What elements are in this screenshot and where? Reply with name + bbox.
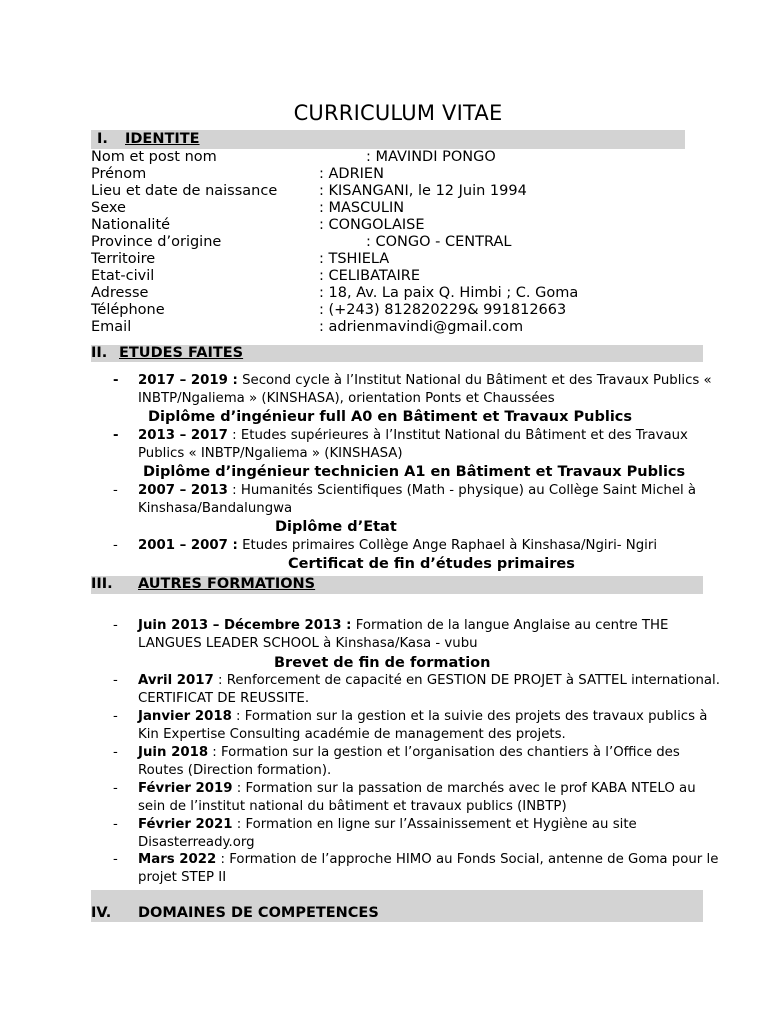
list-bullet: - [113, 709, 118, 724]
item-date: Juin 2013 – Décembre 2013 : [138, 618, 352, 633]
identity-value: : (+243) 812820229& 991812663 [319, 302, 567, 318]
identity-label: Nationalité [91, 217, 171, 233]
item-description: : Formation de l’approche HIMO au Fonds Social, antenne de Goma pour le projet STEP II [138, 852, 719, 885]
item-date: 2017 – 2019 : [138, 373, 238, 388]
section-number: II. [91, 345, 108, 361]
training-item [113, 617, 713, 653]
identity-row [91, 234, 691, 251]
identity-value: : KISANGANI, le 12 Juin 1994 [319, 183, 527, 199]
list-bullet: - [113, 428, 119, 443]
identity-value: : MAVINDI PONGO [366, 149, 496, 165]
education-item [113, 427, 713, 463]
identity-row [91, 302, 691, 319]
item-date: 2007 – 2013 [138, 483, 228, 498]
item-date: Avril 2017 [138, 673, 214, 688]
item-description: : Humanités Scientifiques (Math - physique) au Collège Saint Michel à Kinshasa/Bandalungwa [138, 483, 697, 516]
identity-value: : TSHIELA [319, 251, 390, 267]
training-item [113, 780, 713, 816]
diploma-title: Certificat de fin d’études primaires [288, 556, 575, 572]
identity-label: Email [91, 319, 132, 335]
section-title: ETUDES FAITES [119, 345, 244, 361]
item-date: Mars 2022 [138, 852, 217, 867]
section-title: DOMAINES DE COMPETENCES [138, 905, 379, 921]
item-description: Etudes primaires Collège Ange Raphael à Kinshasa/Ngiri- Ngiri [237, 538, 658, 553]
identity-label: Sexe [91, 200, 126, 216]
section-identite-header [91, 130, 685, 149]
section-title: AUTRES FORMATIONS [138, 576, 316, 592]
training-item [113, 851, 719, 887]
list-bullet: - [113, 673, 118, 688]
item-description: : Renforcement de capacité en GESTION DE PROJET à SATTEL international. CERTIFICAT DE REUSSITE. [138, 673, 720, 706]
identity-label: Lieu et date de naissance [91, 183, 278, 199]
diploma-title: Diplôme d’ingénieur technicien A1 en Bâtiment et Travaux Publics [143, 464, 686, 480]
identity-row [91, 149, 691, 166]
item-date: Février 2021 [138, 817, 233, 832]
identity-value: : MASCULIN [319, 200, 405, 216]
identity-row [91, 200, 691, 217]
identity-label: Nom et post nom [91, 149, 217, 165]
identity-label: Etat-civil [91, 268, 155, 284]
training-item [113, 744, 713, 780]
item-date: 2001 – 2007 : [138, 538, 238, 553]
identity-value: : ADRIEN [319, 166, 384, 182]
identity-row [91, 319, 691, 336]
section-etudes-header [91, 345, 703, 362]
list-bullet: - [113, 745, 118, 760]
item-date: Juin 2018 [138, 745, 209, 760]
identity-row [91, 166, 691, 183]
identity-label: Adresse [91, 285, 149, 301]
section-formations-header [91, 576, 703, 594]
education-item [113, 537, 713, 555]
item-date: Février 2019 [138, 781, 233, 796]
identity-value: : CONGO - CENTRAL [366, 234, 512, 250]
item-description: : Etudes supérieures à l’Institut National du Bâtiment et des Travaux Publics « INBTP/Ngaliema » (KINSHASA) [138, 428, 688, 461]
section-competences-header [91, 890, 703, 922]
item-description: : Formation sur la passation de marchés avec le prof KABA NTELO au sein de l’institut national du bâtiment et travaux publics (INBTP) [138, 781, 696, 814]
item-description: Second cycle à l’Institut National du Bâtiment et des Travaux Publics « INBTP/Ngaliema » (KINSHASA), orientation Ponts et Chaussées [138, 373, 712, 406]
training-item [113, 672, 720, 708]
list-bullet: - [113, 373, 119, 388]
education-item [113, 482, 713, 518]
identity-label: Prénom [91, 166, 147, 182]
diploma-title: Diplôme d’Etat [275, 519, 397, 535]
identity-value: : CELIBATAIRE [319, 268, 421, 284]
education-item [113, 372, 713, 408]
diploma-title: Brevet de fin de formation [274, 655, 491, 671]
identity-label: Téléphone [91, 302, 165, 318]
identity-value: : 18, Av. La paix Q. Himbi ; C. Goma [319, 285, 579, 301]
item-date: 2013 – 2017 [138, 428, 228, 443]
identity-label: Province d’origine [91, 234, 222, 250]
identity-row [91, 285, 691, 302]
training-item [113, 708, 713, 744]
section-title: IDENTITE [125, 131, 200, 147]
section-number: III. [91, 576, 113, 592]
list-bullet: - [113, 817, 118, 832]
diploma-title: Diplôme d’ingénieur full A0 en Bâtiment et Travaux Publics [148, 409, 633, 425]
list-bullet: - [113, 538, 118, 553]
document-title: CURRICULUM VITAE [293, 101, 503, 125]
item-description: : Formation sur la gestion et l’organisation des chantiers à l’Office des Routes (Direction formation). [138, 745, 680, 778]
item-description: : Formation sur la gestion et la suivie des projets des travaux publics à Kin Expertise Consulting académie de management des projets. [138, 709, 708, 742]
identity-value: : CONGOLAISE [319, 217, 425, 233]
identity-row [91, 268, 691, 285]
list-bullet: - [113, 483, 118, 498]
identity-row [91, 183, 691, 200]
item-description: : Formation en ligne sur l’Assainissement et Hygiène au site Disasterready.org [138, 817, 637, 850]
section-number: I. [97, 131, 108, 147]
item-date: Janvier 2018 [138, 709, 232, 724]
identity-value: : adrienmavindi@gmail.com [319, 319, 524, 335]
identity-row [91, 217, 691, 234]
identity-label: Territoire [91, 251, 156, 267]
training-item [113, 816, 713, 852]
list-bullet: - [113, 781, 118, 796]
item-description: Formation de la langue Anglaise au centre THE LANGUES LEADER SCHOOL à Kinshasa/Kasa - vubu [138, 618, 669, 651]
identity-row [91, 251, 691, 268]
section-number: IV. [91, 905, 112, 921]
list-bullet: - [113, 618, 118, 633]
list-bullet: - [113, 852, 118, 867]
